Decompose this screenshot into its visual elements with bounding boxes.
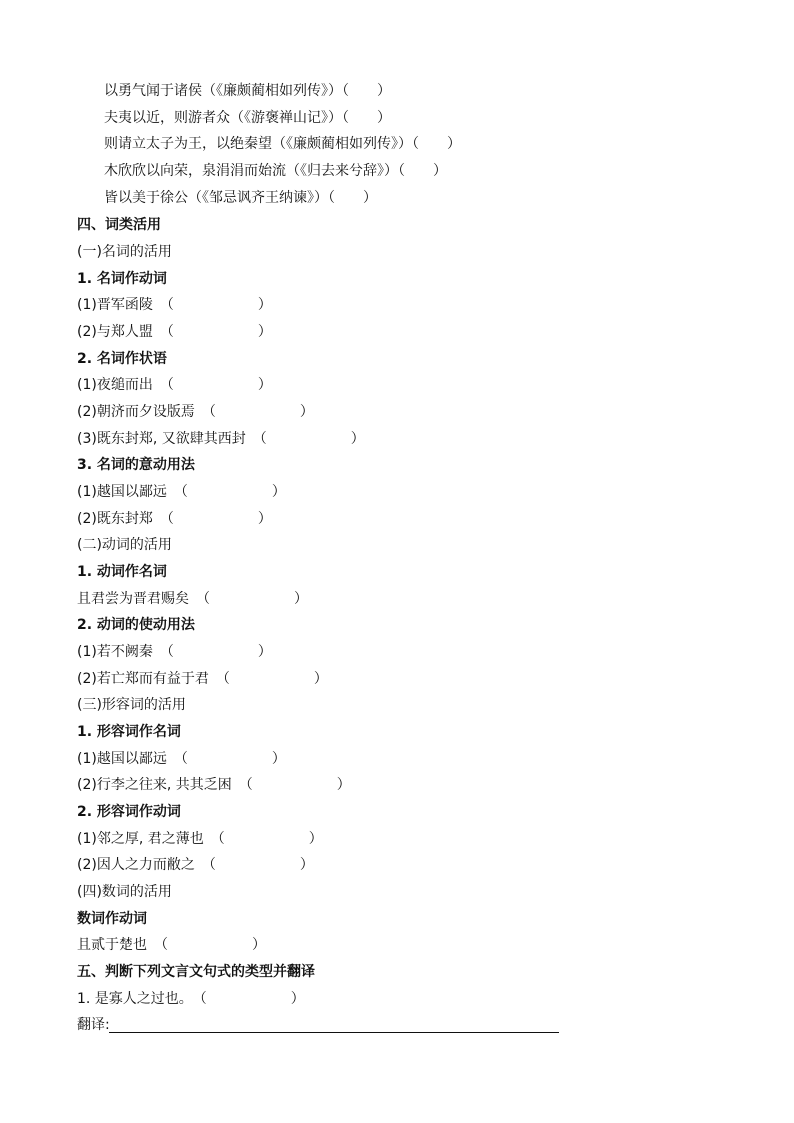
exercise-item: (2)既东封郑 （ ） bbox=[77, 511, 272, 527]
heading: 2. 形容词作动词 bbox=[77, 804, 181, 820]
heading: 1. 名词作动词 bbox=[77, 271, 167, 287]
exercise-item: (2)朝济而夕设版焉 （ ） bbox=[77, 404, 314, 420]
exercise-item: (2)因人之力而敝之 （ ） bbox=[77, 857, 314, 873]
list-item: 皆以美于徐公（《邹忌讽齐王纳谏》）（ ） bbox=[104, 190, 377, 206]
translate-label: 翻译: bbox=[77, 1017, 110, 1033]
exercise-item: (1)晋军函陵 （ ） bbox=[77, 297, 272, 313]
heading: 1. 动词作名词 bbox=[77, 564, 167, 580]
exercise-item: 且贰于楚也 （ ） bbox=[77, 937, 266, 953]
list-item: 则请立太子为王，以绝秦望（《廉颇蔺相如列传》）（ ） bbox=[104, 136, 461, 152]
exercise-item: 1. 是寡人之过也。 （ ） bbox=[77, 991, 305, 1007]
exercise-item: (2)若亡郑而有益于君 （ ） bbox=[77, 671, 328, 687]
answer-line bbox=[109, 1032, 559, 1033]
exercise-item: (3)既东封郑, 又欲肆其西封 （ ） bbox=[77, 431, 365, 447]
subsection-title: (二)动词的活用 bbox=[77, 537, 172, 553]
subsection-title: (四)数词的活用 bbox=[77, 884, 172, 900]
section-title: 四、词类活用 bbox=[77, 217, 161, 233]
heading: 2. 动词的使动用法 bbox=[77, 617, 195, 633]
heading: 数词作动词 bbox=[77, 911, 147, 927]
exercise-item: (1)越国以鄙远 （ ） bbox=[77, 751, 286, 767]
exercise-item: (1)夜缒而出 （ ） bbox=[77, 377, 272, 393]
heading: 2. 名词作状语 bbox=[77, 351, 167, 367]
exercise-item: (1)越国以鄙远 （ ） bbox=[77, 484, 286, 500]
list-item: 木欣欣以向荣，泉涓涓而始流（《归去来兮辞》）（ ） bbox=[104, 163, 447, 179]
exercise-item: (1)邻之厚, 君之薄也 （ ） bbox=[77, 831, 323, 847]
list-item: 夫夷以近，则游者众（《游褒禅山记》）（ ） bbox=[104, 110, 391, 126]
exercise-item: (1)若不阙秦 （ ） bbox=[77, 644, 272, 660]
subsection-title: (一)名词的活用 bbox=[77, 244, 172, 260]
subsection-title: (三)形容词的活用 bbox=[77, 697, 186, 713]
exercise-item: 且君尝为晋君赐矣 （ ） bbox=[77, 591, 308, 607]
list-item: 以勇气闻于诸侯（《廉颇蔺相如列传》）（ ） bbox=[104, 83, 391, 99]
exercise-item: (2)行李之往来, 共其乏困 （ ） bbox=[77, 777, 351, 793]
exercise-item: (2)与郑人盟 （ ） bbox=[77, 324, 272, 340]
heading: 1. 形容词作名词 bbox=[77, 724, 181, 740]
heading: 3. 名词的意动用法 bbox=[77, 457, 195, 473]
section-title: 五、判断下列文言文句式的类型并翻译 bbox=[77, 964, 315, 980]
